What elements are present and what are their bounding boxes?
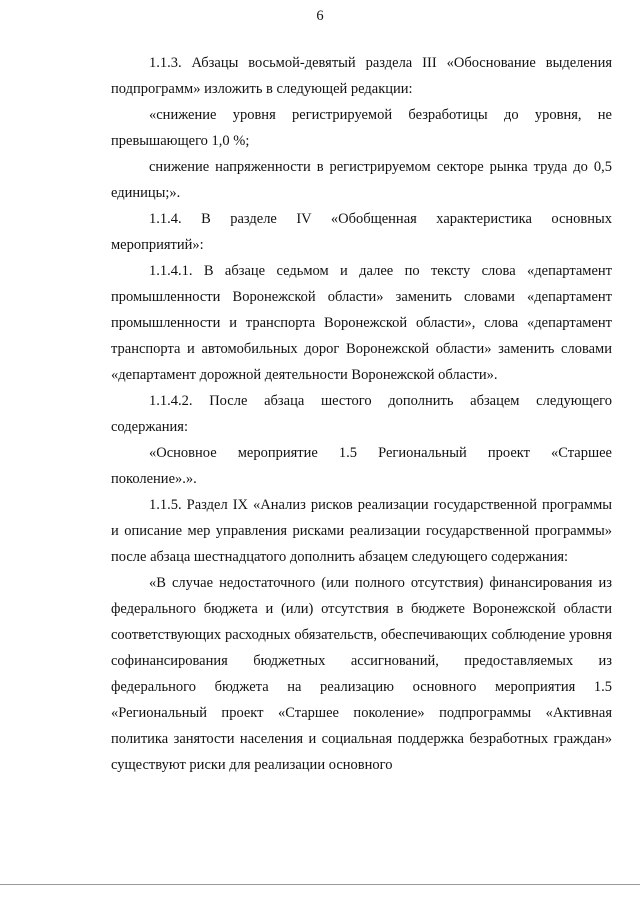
paragraph-1-1-4-1: 1.1.4.1. В абзаце седьмом и далее по тексту слова «департамент промышленности Воронежской области» заменить словами «департамент промышленности и транспорта Воронежской области», слова «департамент транспорта и автомобильных дорог Воронежской области» заменить словами «департамент дорожной деятельности Воронежской области». (111, 263, 612, 383)
paragraph-1-1-5: 1.1.5. Раздел IX «Анализ рисков реализации государственной программы и описание мер управления рисками реализации государственной программы» после абзаца шестнадцатого дополнить абзацем следующего содержания: (111, 497, 612, 565)
paragraph-quote-risks: «В случае недостаточного (или полного отсутствия) финансирования из федерального бюджета и (или) отсутствия в бюджете Воронежской области соответствующих расходных обязательств, обеспечивающих соблюдение уровня софинансирования бюджетных ассигнований, предоставляемых из федерального бюджета на реализацию основного мероприятия 1.5 «Региональный проект «Старшее поколение» подпрограммы «Активная политика занятости населения и социальная поддержка безработных граждан» существуют риски для реализации основного (111, 575, 612, 773)
paragraph-quote-unemployment: «снижение уровня регистрируемой безработицы до уровня, не превышающего 1,0 %; (111, 107, 612, 149)
paragraph-1-1-3: 1.1.3. Абзацы восьмой-девятый раздела III «Обоснование выделения подпрограмм» изложить в следующей редакции: (111, 55, 612, 97)
document-body (111, 50, 612, 778)
page-number: 6 (316, 8, 324, 24)
paragraph-1-1-4: 1.1.4. В разделе IV «Обобщенная характеристика основных мероприятий»: (111, 211, 612, 253)
paragraph-quote-labor-market: снижение напряженности в регистрируемом секторе рынка труда до 0,5 единицы;». (111, 159, 612, 201)
paragraph-1-1-4-2: 1.1.4.2. После абзаца шестого дополнить абзацем следующего содержания: (111, 393, 612, 435)
paragraph-quote-main-event: «Основное мероприятие 1.5 Региональный проект «Старшее поколение».». (111, 445, 612, 487)
page-bottom-edge (0, 884, 640, 885)
